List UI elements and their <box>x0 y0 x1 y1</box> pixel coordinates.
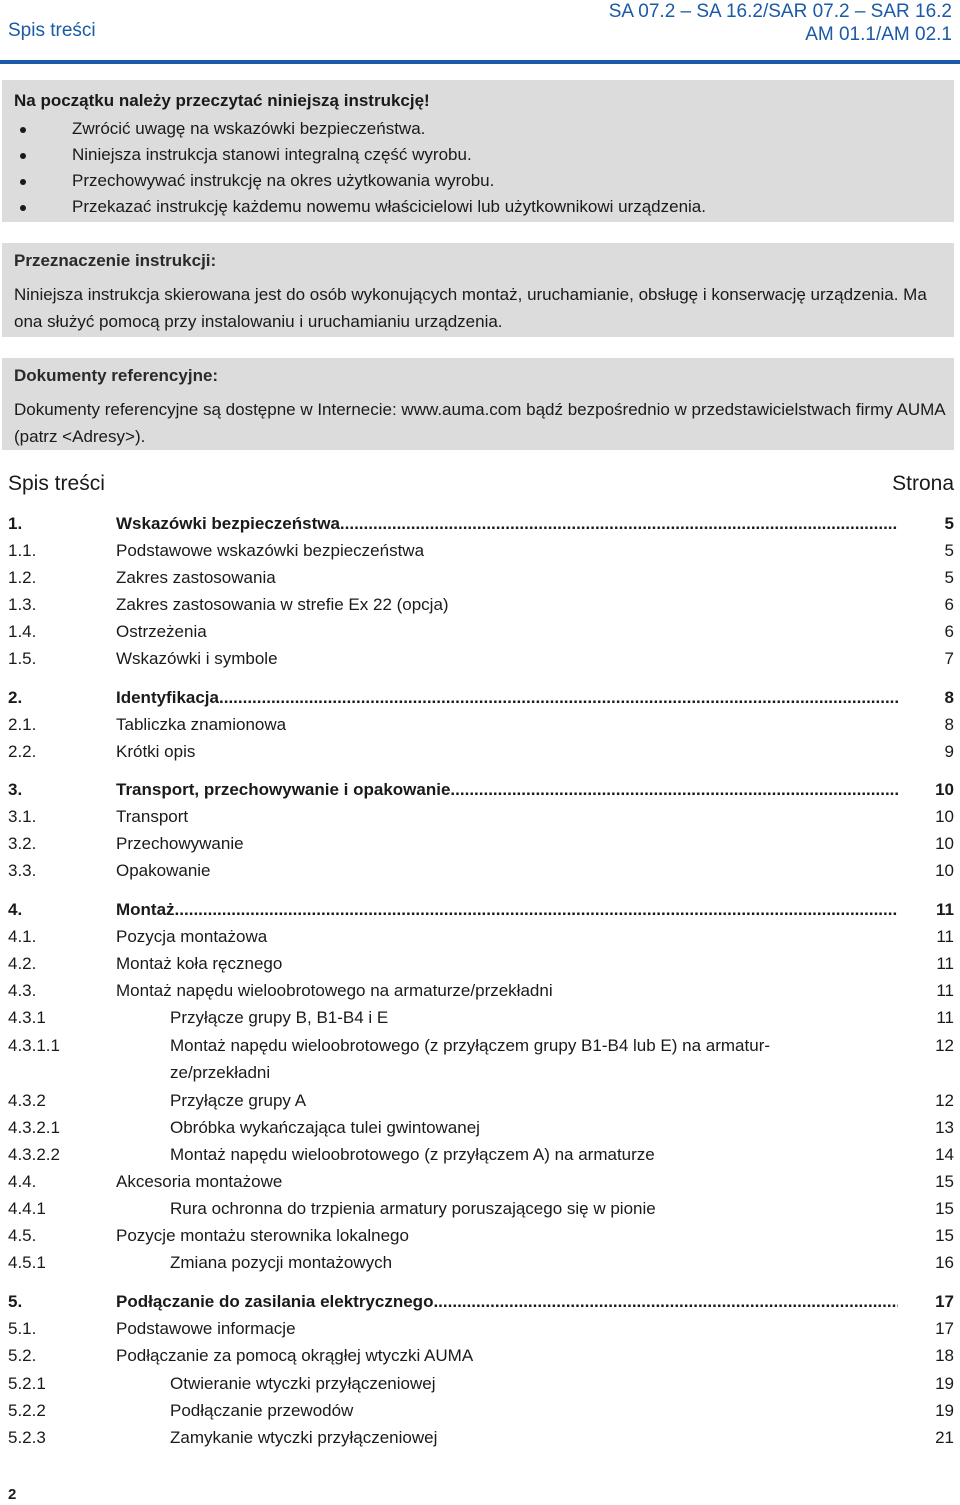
bullet-item: Przekazać instrukcję każdemu nowemu właścicielowi lub użytkownikowi urządzenia. <box>14 194 706 220</box>
page-header <box>0 0 960 70</box>
toc-page-heading: Strona <box>892 472 954 495</box>
toc-entry[interactable]: 5.2.3 Zamykanie wtyczki przyłączeniowej 21 <box>8 1428 954 1447</box>
toc-chapter[interactable]: 2. Identyfikacja ..... 8 <box>8 684 954 711</box>
purpose-box <box>2 243 954 337</box>
dot-leader <box>175 896 898 923</box>
intro-title: Na początku należy przeczytać niniejszą instrukcję! <box>14 91 430 110</box>
bullet-item: Niniejsza instrukcja stanowi integralną część wyrobu. <box>14 142 706 168</box>
toc-entry[interactable]: 4.3.1.1 Montaż napędu wieloobrotowego (z przyłączem grupy B1-B4 lub E) na armatur- ze/przekładni 12 <box>8 1036 954 1082</box>
bullet-item: Zwrócić uwagę na wskazówki bezpieczeństwa. <box>14 116 706 142</box>
toc-entry[interactable]: 4.4. Akcesoria montażowe 15 <box>8 1172 954 1191</box>
toc-entry[interactable]: 4.2. Montaż koła ręcznego 11 <box>8 954 954 973</box>
toc-entry[interactable]: 2.2. Krótki opis 9 <box>8 742 954 761</box>
model-range-line2: AM 01.1/AM 02.1 <box>805 24 952 45</box>
bullet-icon <box>20 153 26 159</box>
bullet-icon <box>20 179 26 185</box>
toc-entry[interactable]: 4.3.2.1 Obróbka wykańczająca tulei gwintowanej 13 <box>8 1118 954 1137</box>
toc-entry[interactable]: 4.3. Montaż napędu wieloobrotowego na armaturze/przekładni 11 <box>8 981 954 1000</box>
references-box <box>2 358 954 450</box>
page-number: 2 <box>8 1486 17 1503</box>
toc-entry[interactable]: 1.3. Zakres zastosowania w strefie Ex 22 (opcja) 6 <box>8 595 954 614</box>
bullet-icon <box>20 127 26 133</box>
dot-leader <box>340 510 898 537</box>
toc-chapter[interactable]: 4. Montaż ..... 11 <box>8 896 954 923</box>
toc-entry[interactable]: 4.4.1 Rura ochronna do trzpienia armatury poruszającego się w pionie 15 <box>8 1199 954 1218</box>
toc-entry[interactable]: 4.3.2 Przyłącze grupy A 12 <box>8 1091 954 1110</box>
toc-entry[interactable]: 4.3.1 Przyłącze grupy B, B1-B4 i E 11 <box>8 1008 954 1027</box>
references-title: Dokumenty referencyjne: <box>14 366 219 385</box>
toc-chapter[interactable]: 5. Podłączanie do zasilania elektrycznego ..... 17 <box>8 1288 954 1315</box>
toc-heading: Spis treści <box>8 472 105 495</box>
toc-entry[interactable]: 3.2. Przechowywanie 10 <box>8 834 954 853</box>
toc-entry[interactable]: 5.2. Podłączanie za pomocą okrągłej wtyczki AUMA 18 <box>8 1346 954 1365</box>
toc-entry[interactable]: 5.2.1 Otwieranie wtyczki przyłączeniowej 19 <box>8 1374 954 1393</box>
purpose-text: Niniejsza instrukcja skierowana jest do osób wykonujących montaż, uruchamianie, obsługę i konserwację urządzenia. Ma ona służyć pomocą przy instalowaniu i uruchamianiu urządzenia. <box>14 285 927 331</box>
toc-entry[interactable]: 1.1. Podstawowe wskazówki bezpieczeństwa 5 <box>8 541 954 560</box>
toc-entry[interactable]: 3.3. Opakowanie 10 <box>8 861 954 880</box>
bullet-icon <box>20 205 26 211</box>
model-range <box>609 0 952 46</box>
toc-entry[interactable]: 4.3.2.2 Montaż napędu wieloobrotowego (z przyłączem A) na armaturze 14 <box>8 1145 954 1164</box>
toc-entry[interactable]: 4.5.1 Zmiana pozycji montażowych 16 <box>8 1253 954 1272</box>
bullet-item: Przechowywać instrukcję na okres użytkowania wyrobu. <box>14 168 706 194</box>
toc-entry[interactable]: 5.1. Podstawowe informacje 17 <box>8 1319 954 1338</box>
dot-leader <box>450 776 898 803</box>
references-text: Dokumenty referencyjne są dostępne w Internecie: www.auma.com bądź bezpośrednio w przedstawicielstwach firmy AUMA (patrz <Adresy>). <box>14 400 945 446</box>
header-rule <box>0 60 960 64</box>
dot-leader <box>433 1288 898 1315</box>
toc-entry[interactable]: 3.1. Transport 10 <box>8 807 954 826</box>
toc-entry[interactable]: 4.1. Pozycja montażowa 11 <box>8 927 954 946</box>
toc-entry[interactable]: 1.2. Zakres zastosowania 5 <box>8 568 954 587</box>
purpose-title: Przeznaczenie instrukcji: <box>14 251 217 270</box>
section-title: Spis treści <box>8 20 96 41</box>
toc-entry[interactable]: 4.5. Pozycje montażu sterownika lokalnego 15 <box>8 1226 954 1245</box>
intro-notice <box>2 80 954 222</box>
toc-heading-row <box>8 472 954 500</box>
dot-leader <box>219 684 898 711</box>
toc-entry[interactable]: 1.4. Ostrzeżenia 6 <box>8 622 954 641</box>
toc-chapter[interactable]: 3. Transport, przechowywanie i opakowanie ..... 10 <box>8 776 954 803</box>
toc-entry[interactable]: 2.1. Tabliczka znamionowa 8 <box>8 715 954 734</box>
toc-entry[interactable]: 5.2.2 Podłączanie przewodów 19 <box>8 1401 954 1420</box>
toc-entry[interactable]: 1.5. Wskazówki i symbole 7 <box>8 649 954 668</box>
model-range-line1: SA 07.2 – SA 16.2/SAR 07.2 – SAR 16.2 <box>608 1 952 22</box>
intro-bullets <box>14 116 706 220</box>
toc-chapter[interactable]: 1. Wskazówki bezpieczeństwa ..... 5 <box>8 510 954 537</box>
